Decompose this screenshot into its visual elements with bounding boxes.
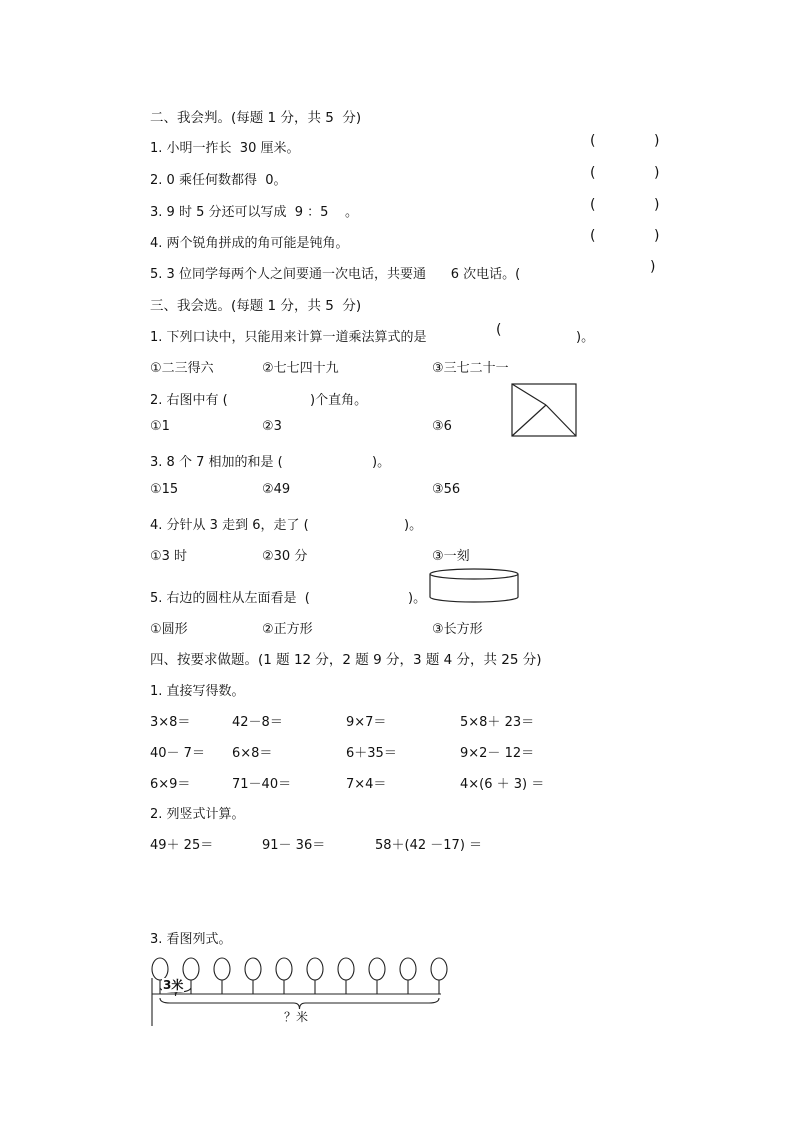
calc-q1-title: 1. 直接写得数。: [150, 684, 245, 699]
calc-q3-title: 3. 看图列式。: [150, 932, 232, 947]
vertical-calc-item: 58＋(42 －17) ＝: [375, 838, 483, 853]
answer-paren-close: ): [654, 197, 660, 213]
balloon: [400, 958, 416, 980]
choice-q4-end: )。: [404, 518, 423, 533]
balloon-figure: [150, 956, 450, 1028]
choice-q4-text: 4. 分针从 3 走到 6，走了 (: [150, 518, 309, 533]
option: ②49: [262, 482, 291, 497]
section4-title: 四、按要求做题。(1 题 12 分，2 题 9 分，3 题 4 分，共 25 分): [150, 652, 542, 668]
balloon: [431, 958, 447, 980]
option: ①圆形: [150, 622, 188, 637]
answer-paren-close: ): [654, 133, 660, 149]
answer-paren-close: ): [654, 165, 660, 181]
answer-paren-open: (: [590, 228, 596, 244]
option: ①15: [150, 482, 179, 497]
calc-item: 3×8＝: [150, 715, 191, 730]
answer-paren-close: ): [654, 228, 660, 244]
option: ①3 时: [150, 549, 188, 564]
option: ③一刻: [432, 549, 470, 564]
option: ③56: [432, 482, 461, 497]
choice-q3-text: 3. 8 个 7 相加的和是 (: [150, 455, 283, 470]
vertical-calc-item: 91－ 36＝: [262, 838, 326, 853]
section3-title: 三、我会选。(每题 1 分，共 5 分): [150, 298, 362, 314]
total-length-label: ？米: [284, 1010, 309, 1024]
choice-q2-text: 2. 右图中有 (: [150, 393, 228, 408]
judge-item-3: 3. 9 时 5 分还可以写成 9 ：5 。: [150, 205, 358, 220]
option: ①二三得六: [150, 361, 214, 376]
judge-item-2: 2. 0 乘任何数都得 0。: [150, 173, 287, 188]
option: ①1: [150, 419, 170, 434]
choice-q1-text: 1. 下列口诀中，只能用来计算一道乘法算式的是: [150, 330, 427, 345]
calc-item: 5×8＋ 23＝: [460, 715, 535, 730]
answer-paren-open: (: [590, 133, 596, 149]
choice-q2-end: )个直角。: [310, 393, 368, 408]
option: ③6: [432, 419, 452, 434]
calc-item: 9×2－ 12＝: [460, 746, 535, 761]
choice-q1-end: )。: [576, 330, 595, 345]
calc-item: 6＋35＝: [346, 746, 397, 761]
answer-paren-open: (: [496, 322, 502, 338]
judge-item-5: 5. 3 位同学每两个人之间要通一次电话，共要通 6 次电话。(: [150, 267, 521, 282]
section2-title: 二、我会判。(每题 1 分，共 5 分): [150, 110, 362, 126]
judge-item-4: 4. 两个锐角拼成的角可能是钝角。: [150, 236, 349, 251]
balloon: [307, 958, 323, 980]
calc-item: 40－ 7＝: [150, 746, 205, 761]
calc-item: 6×9＝: [150, 777, 191, 792]
balloon: [276, 958, 292, 980]
balloon: [369, 958, 385, 980]
cylinder-figure: [426, 566, 522, 606]
balloon: [214, 958, 230, 980]
choice-q5-text: 5. 右边的圆柱从左面看是 (: [150, 591, 310, 606]
option: ③长方形: [432, 622, 483, 637]
option: ②30 分: [262, 549, 308, 564]
choice-q5-end: )。: [408, 591, 427, 606]
calc-item: 6×8＝: [232, 746, 273, 761]
balloon: [183, 958, 199, 980]
calc-item: 71－40＝: [232, 777, 292, 792]
option: ②3: [262, 419, 282, 434]
calc-item: 42－8＝: [232, 715, 283, 730]
answer-paren-close: ): [650, 259, 656, 275]
vertical-calc-item: 49＋ 25＝: [150, 838, 214, 853]
calc-item: 4×(6 ＋ 3) ＝: [460, 777, 545, 792]
calc-item: 7×4＝: [346, 777, 387, 792]
segment-length-label: 3米: [163, 978, 184, 992]
total-brace: [160, 998, 439, 1009]
balloon: [245, 958, 261, 980]
option: ③三七二十一: [432, 361, 509, 376]
answer-paren-open: (: [590, 197, 596, 213]
right-angle-figure: [508, 380, 580, 440]
calc-item: 9×7＝: [346, 715, 387, 730]
answer-paren-open: (: [590, 165, 596, 181]
option: ②正方形: [262, 622, 313, 637]
calc-q2-title: 2. 列竖式计算。: [150, 807, 245, 822]
judge-item-1: 1. 小明一拃长 30 厘米。: [150, 141, 300, 156]
balloon: [152, 958, 168, 980]
choice-q3-end: )。: [372, 455, 391, 470]
option: ②七七四十九: [262, 361, 339, 376]
balloon: [338, 958, 354, 980]
